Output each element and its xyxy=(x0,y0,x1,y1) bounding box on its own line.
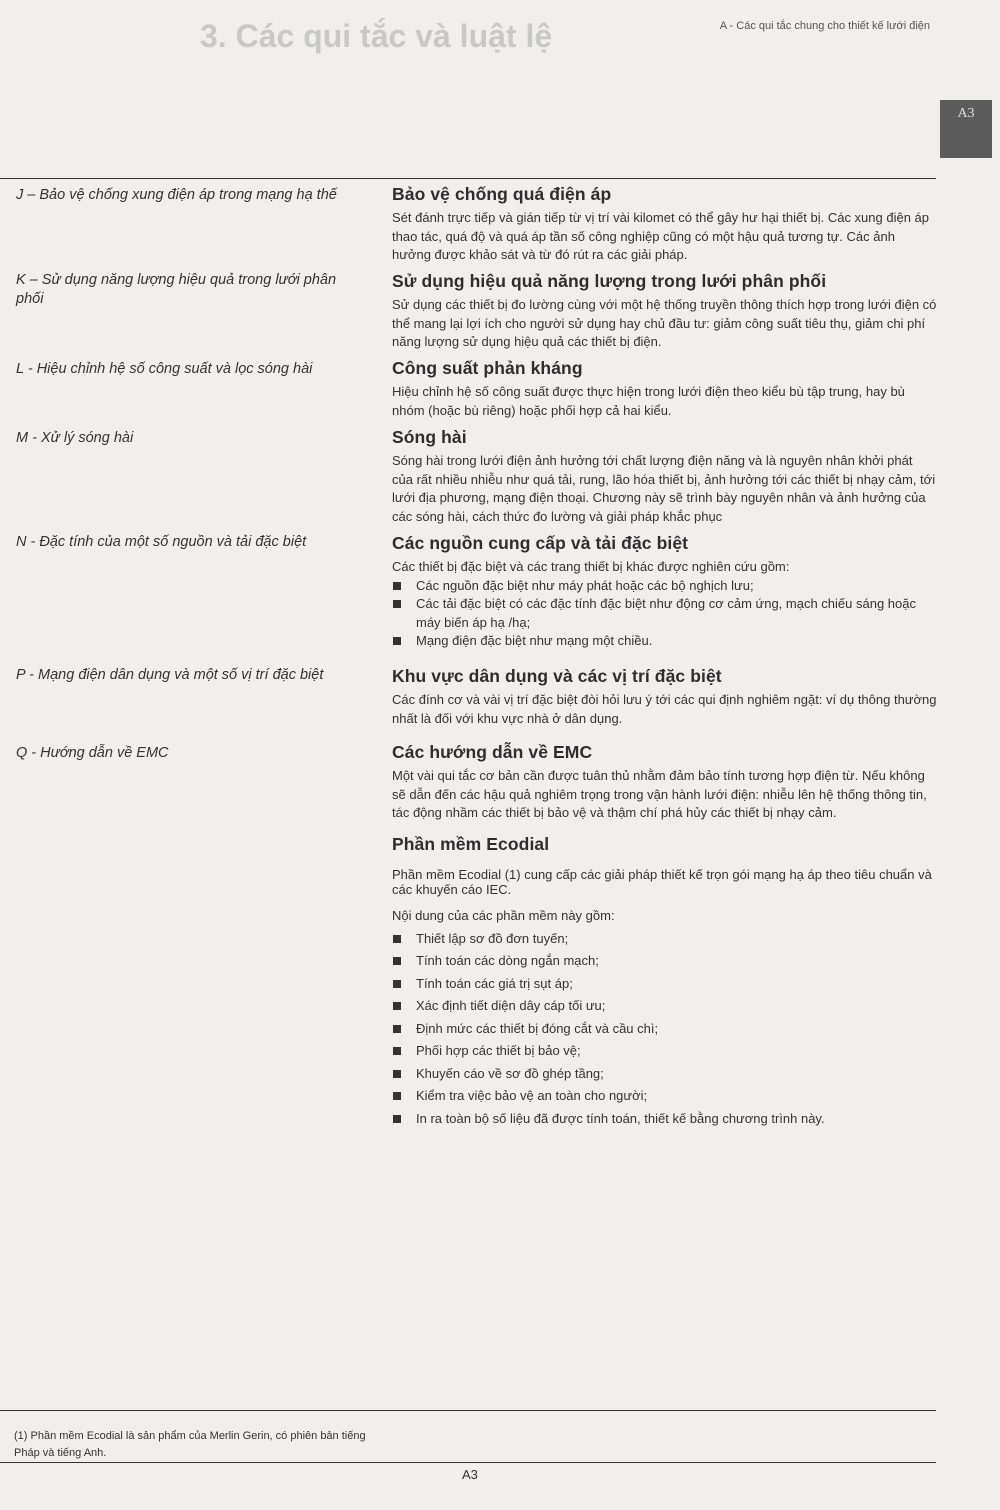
bleed-through-title: 3. Các qui tắc và luật lệ xyxy=(200,18,553,54)
section-reactive xyxy=(392,358,937,420)
section-intro: Nội dung của các phần mềm này gồm: xyxy=(392,908,615,923)
list-item: Các nguồn đặc biệt như máy phát hoặc các bộ nghịch lưu; xyxy=(392,577,937,596)
list-item: Kiểm tra việc bảo vệ an toàn cho người; xyxy=(392,1087,937,1106)
section-title: Khu vực dân dụng và các vị trí đặc biệt xyxy=(392,666,722,686)
bottom-divider xyxy=(0,1410,936,1411)
section-title: Các hướng dẫn về EMC xyxy=(392,742,593,762)
section-body: Phần mềm Ecodial (1) cung cấp các giải pháp thiết kế trọn gói mạng hạ áp theo tiêu chuẩn và các khuyến cáo IEC. xyxy=(392,867,932,897)
list-item: In ra toàn bộ số liệu đã được tính toán, thiết kế bằng chương trình này. xyxy=(392,1110,937,1129)
section-harmonics xyxy=(392,427,937,526)
left-item-q: Q - Hướng dẫn về EMC xyxy=(16,745,169,761)
section-emc xyxy=(392,742,937,823)
left-item-l: L - Hiệu chỉnh hệ số công suất và lọc sóng hài xyxy=(16,361,313,377)
list-item: Xác định tiết diện dây cáp tối ưu; xyxy=(392,997,937,1016)
left-item-n: N - Đặc tính của một số nguồn và tải đặc biệt xyxy=(16,534,307,550)
section-sources xyxy=(392,533,937,651)
page-tab: A3 xyxy=(940,100,992,158)
section-title: Sóng hài xyxy=(392,427,467,447)
list-item: Các tải đặc biệt có các đặc tính đặc biệt như động cơ cảm ứng, mạch chiếu sáng hoặc máy biến áp hạ /hạ; xyxy=(392,595,937,632)
chapter-header: A - Các qui tắc chung cho thiết kế lưới điện xyxy=(719,20,930,32)
section-residential xyxy=(392,666,937,728)
footer-divider xyxy=(0,1462,936,1463)
section-body: Sét đánh trực tiếp và gián tiếp từ vị trí vài kilomet có thể gây hư hại thiết bị. Các xung điện áp thao tác, quá độ và quá áp tần số công nghiệp cũng có một hậu quả tương tự. Các ảnh hưởng được khảo sát và từ đó rút ra các giải pháp. xyxy=(392,210,930,262)
section-title: Công suất phản kháng xyxy=(392,358,583,378)
section-body: Các đính cơ và vài vị trí đặc biệt đòi hỏi lưu ý tới các qui định nghiêm ngặt: ví dụ thông thường nhất là đối với khu vực nhà ở dân dụng. xyxy=(392,692,937,726)
list-item: Khuyến cáo về sơ đồ ghép tầng; xyxy=(392,1065,937,1084)
page-number: A3 xyxy=(462,1467,478,1482)
section-title: Bảo vệ chống quá điện áp xyxy=(392,184,612,204)
left-item-k: K – Sử dụng năng lượng hiệu quả trong lưới phân phối xyxy=(16,272,337,307)
list-item: Định mức các thiết bị đóng cắt và cầu chì; xyxy=(392,1020,937,1039)
section-title: Các nguồn cung cấp và tải đặc biệt xyxy=(392,533,689,553)
list-item: Thiết lập sơ đồ đơn tuyến; xyxy=(392,930,937,949)
section-body: Sóng hài trong lưới điện ảnh hưởng tới chất lượng điện năng và là nguyên nhân khởi phát của rất nhiều nhiễu như quá tải, rung, lão hóa thiết bị, ảnh hưởng tới các thiết bị nhạy cảm, tới lưới địa phương, mạng điện thoại. Chương này sẽ trình bày nguyên nhân và ảnh hưởng của các sóng hài, cách thức đo lường và giải pháp khắc phục xyxy=(392,453,936,524)
section-body: Sử dụng các thiết bị đo lường cùng với một hệ thống truyền thông thích hợp trong lưới điện có thể mang lại lợi ích cho người sử dụng hay chủ đầu tư: giảm công suất tiêu thụ, giảm chi phí năng lượng sử dụng hiệu quả các thiết bị điện. xyxy=(392,297,937,349)
list-item: Mạng điện đặc biệt như mạng một chiều. xyxy=(392,632,937,651)
bullet-list xyxy=(392,930,937,1129)
top-divider xyxy=(0,178,936,179)
section-body: Các thiết bị đặc biệt và các trang thiết bị khác được nghiên cứu gồm: xyxy=(392,559,790,574)
left-item-j: J – Bảo vệ chống xung điện áp trong mạng hạ thế xyxy=(16,187,337,203)
section-title: Phần mềm Ecodial xyxy=(392,834,550,854)
list-item: Tính toán các giá trị sụt áp; xyxy=(392,975,937,994)
section-surge xyxy=(392,184,937,265)
section-ecodial xyxy=(392,834,937,1132)
section-body: Một vài qui tắc cơ bản cần được tuân thủ nhằm đảm bảo tính tương hợp điện từ. Nếu không sẽ dẫn đến các hậu quả nghiêm trọng trong vận hành lưới điện: nhiễu lên hệ thống thông tin, tác động nhầm các thiết bị bảo vệ và thậm chí phá hủy các thiết bị nhạy cảm. xyxy=(392,768,927,820)
list-item: Tính toán các dòng ngắn mạch; xyxy=(392,952,937,971)
section-body: Hiệu chỉnh hệ số công suất được thực hiện trong lưới điện theo kiểu bù tập trung, hay bù nhóm (hoặc bù riêng) hoặc phối hợp cả hai kiểu. xyxy=(392,384,905,418)
list-item: Phối hợp các thiết bị bảo vệ; xyxy=(392,1042,937,1061)
left-item-p: P - Mạng điện dân dụng và một số vị trí đặc biệt xyxy=(16,667,324,683)
footnote: (1) Phần mềm Ecodial là sản phẩm của Merlin Gerin, có phiên bản tiếng Pháp và tiếng Anh. xyxy=(14,1430,366,1459)
section-efficiency xyxy=(392,271,937,352)
bullet-list xyxy=(392,577,937,651)
section-title: Sử dụng hiệu quả năng lượng trong lưới phân phối xyxy=(392,271,827,291)
left-item-m: M - Xử lý sóng hài xyxy=(16,430,134,446)
